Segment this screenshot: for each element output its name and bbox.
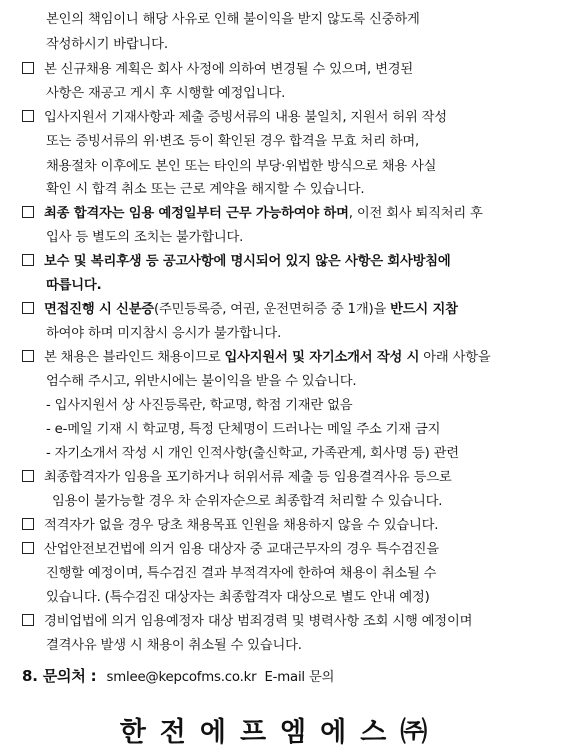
- text-line: 임용이 불가능할 경우 차 순위자순으로 최종합격 처리할 수 있습니다.: [52, 494, 443, 509]
- text-line: 사항은 재공고 게시 후 시행할 예정입니다.: [46, 86, 286, 101]
- text-line: - 입사지원서 상 사진등록란, 학교명, 학점 기재란 없음: [46, 398, 353, 413]
- checkbox-icon: [22, 302, 34, 314]
- text-line: 입사 등 별도의 조치는 불가합니다.: [46, 230, 244, 245]
- checkbox-icon: [22, 470, 34, 482]
- section-title: 8. 문의처 :: [22, 667, 97, 685]
- text-line: 확인 시 합격 취소 또는 근로 계약을 해지할 수 있습니다.: [46, 182, 365, 197]
- checkbox-icon: [22, 542, 34, 554]
- list-item: [22, 538, 439, 562]
- checkbox-icon: [22, 62, 34, 74]
- text-line: 작성하시기 바랍니다.: [46, 37, 168, 52]
- list-item: [22, 298, 458, 322]
- contact-note: E-mail 문의: [264, 670, 335, 685]
- text-line: 적격자가 없을 경우 당초 채용목표 인원을 채용하지 않을 수 있습니다.: [44, 518, 439, 533]
- text-line: 진행할 예정이며, 특수검진 결과 부적격자에 한하여 채용이 취소될 수: [46, 566, 437, 581]
- company-name: 한전에프엠에스㈜: [119, 717, 442, 748]
- text-line: 하여야 하며 미지참시 응시가 불가합니다.: [46, 326, 282, 341]
- text-line: 엄수해 주시고, 위반시에는 불이익을 받을 수 있습니다.: [46, 374, 357, 389]
- checkbox-icon: [22, 518, 34, 530]
- text-line: 또는 증빙서류의 위·변조 등이 확인된 경우 합격을 무효 처리 하며,: [46, 134, 420, 149]
- list-item: [22, 106, 447, 130]
- checkbox-icon: [22, 350, 34, 362]
- bold-text: 최종 합격자는 임용 예정일부터 근무 가능하여야 하며: [44, 206, 349, 221]
- bold-text: 입사지원서 및 자기소개서 작성 시: [224, 350, 420, 365]
- list-item: [22, 202, 483, 226]
- bold-text: 반드시 지참: [390, 302, 458, 317]
- bold-text: 면접진행 시 신분증: [44, 302, 155, 317]
- list-item: [22, 250, 451, 274]
- checkbox-icon: [22, 206, 34, 218]
- text-line: 있습니다. (특수검진 대상자는 최종합격자 대상으로 별도 안내 예정): [46, 590, 430, 605]
- contact-email[interactable]: smlee@kepcofms.co.kr: [106, 670, 257, 685]
- list-item: [22, 610, 472, 634]
- text-line: 본 신규채용 계획은 회사 사정에 의하여 변경될 수 있으며, 변경된: [44, 62, 414, 77]
- text-line: (주민등록증, 여권, 운전면허증 중 1개)을: [154, 302, 391, 317]
- text-line: 결격사유 발생 시 채용이 취소될 수 있습니다.: [46, 638, 302, 653]
- text-line: , 이전 회사 퇴직처리 후: [348, 206, 483, 221]
- text-line: 최종합격자가 임용을 포기하거나 허위서류 제출 등 임용결격사유 등으로: [44, 470, 452, 485]
- list-item: [22, 346, 491, 370]
- text-line: - 자기소개서 작성 시 개인 인적사항(출신학교, 가족관계, 회사명 등) 관련: [46, 446, 459, 461]
- contact-section: [22, 664, 334, 688]
- list-item: [22, 58, 413, 82]
- text-line: 경비업법에 의거 임용예정자 대상 범죄경력 및 병력사항 조회 시행 예정이며: [44, 614, 473, 629]
- list-item: [22, 466, 452, 490]
- text-line: - e-메일 기재 시 학교명, 특정 단체명이 드러나는 메일 주소 기재 금지: [46, 422, 441, 437]
- text-line: 채용절차 이후에도 본인 또는 타인의 부당·위법한 방식으로 채용 사실: [46, 159, 437, 174]
- checkbox-icon: [22, 614, 34, 626]
- text-line: 산업안전보건법에 의거 임용 대상자 중 교대근무자의 경우 특수검진을: [44, 542, 439, 557]
- text-line: 아래 사항을: [419, 350, 491, 365]
- list-item: [22, 514, 438, 538]
- text-line: 입사지원서 기재사항과 제출 증빙서류의 내용 불일치, 지원서 허위 작성: [44, 110, 447, 125]
- checkbox-icon: [22, 254, 34, 266]
- text-line: 본 채용은 블라인드 채용이므로: [44, 350, 225, 365]
- bold-text: 보수 및 복리후생 등 공고사항에 명시되어 있지 않은 사항은 회사방침에: [44, 254, 451, 269]
- checkbox-icon: [22, 110, 34, 122]
- text-line: 본인의 책임이니 해당 사유로 인해 불이익을 받지 않도록 신중하게: [46, 12, 420, 27]
- bold-text: 따릅니다.: [46, 278, 102, 293]
